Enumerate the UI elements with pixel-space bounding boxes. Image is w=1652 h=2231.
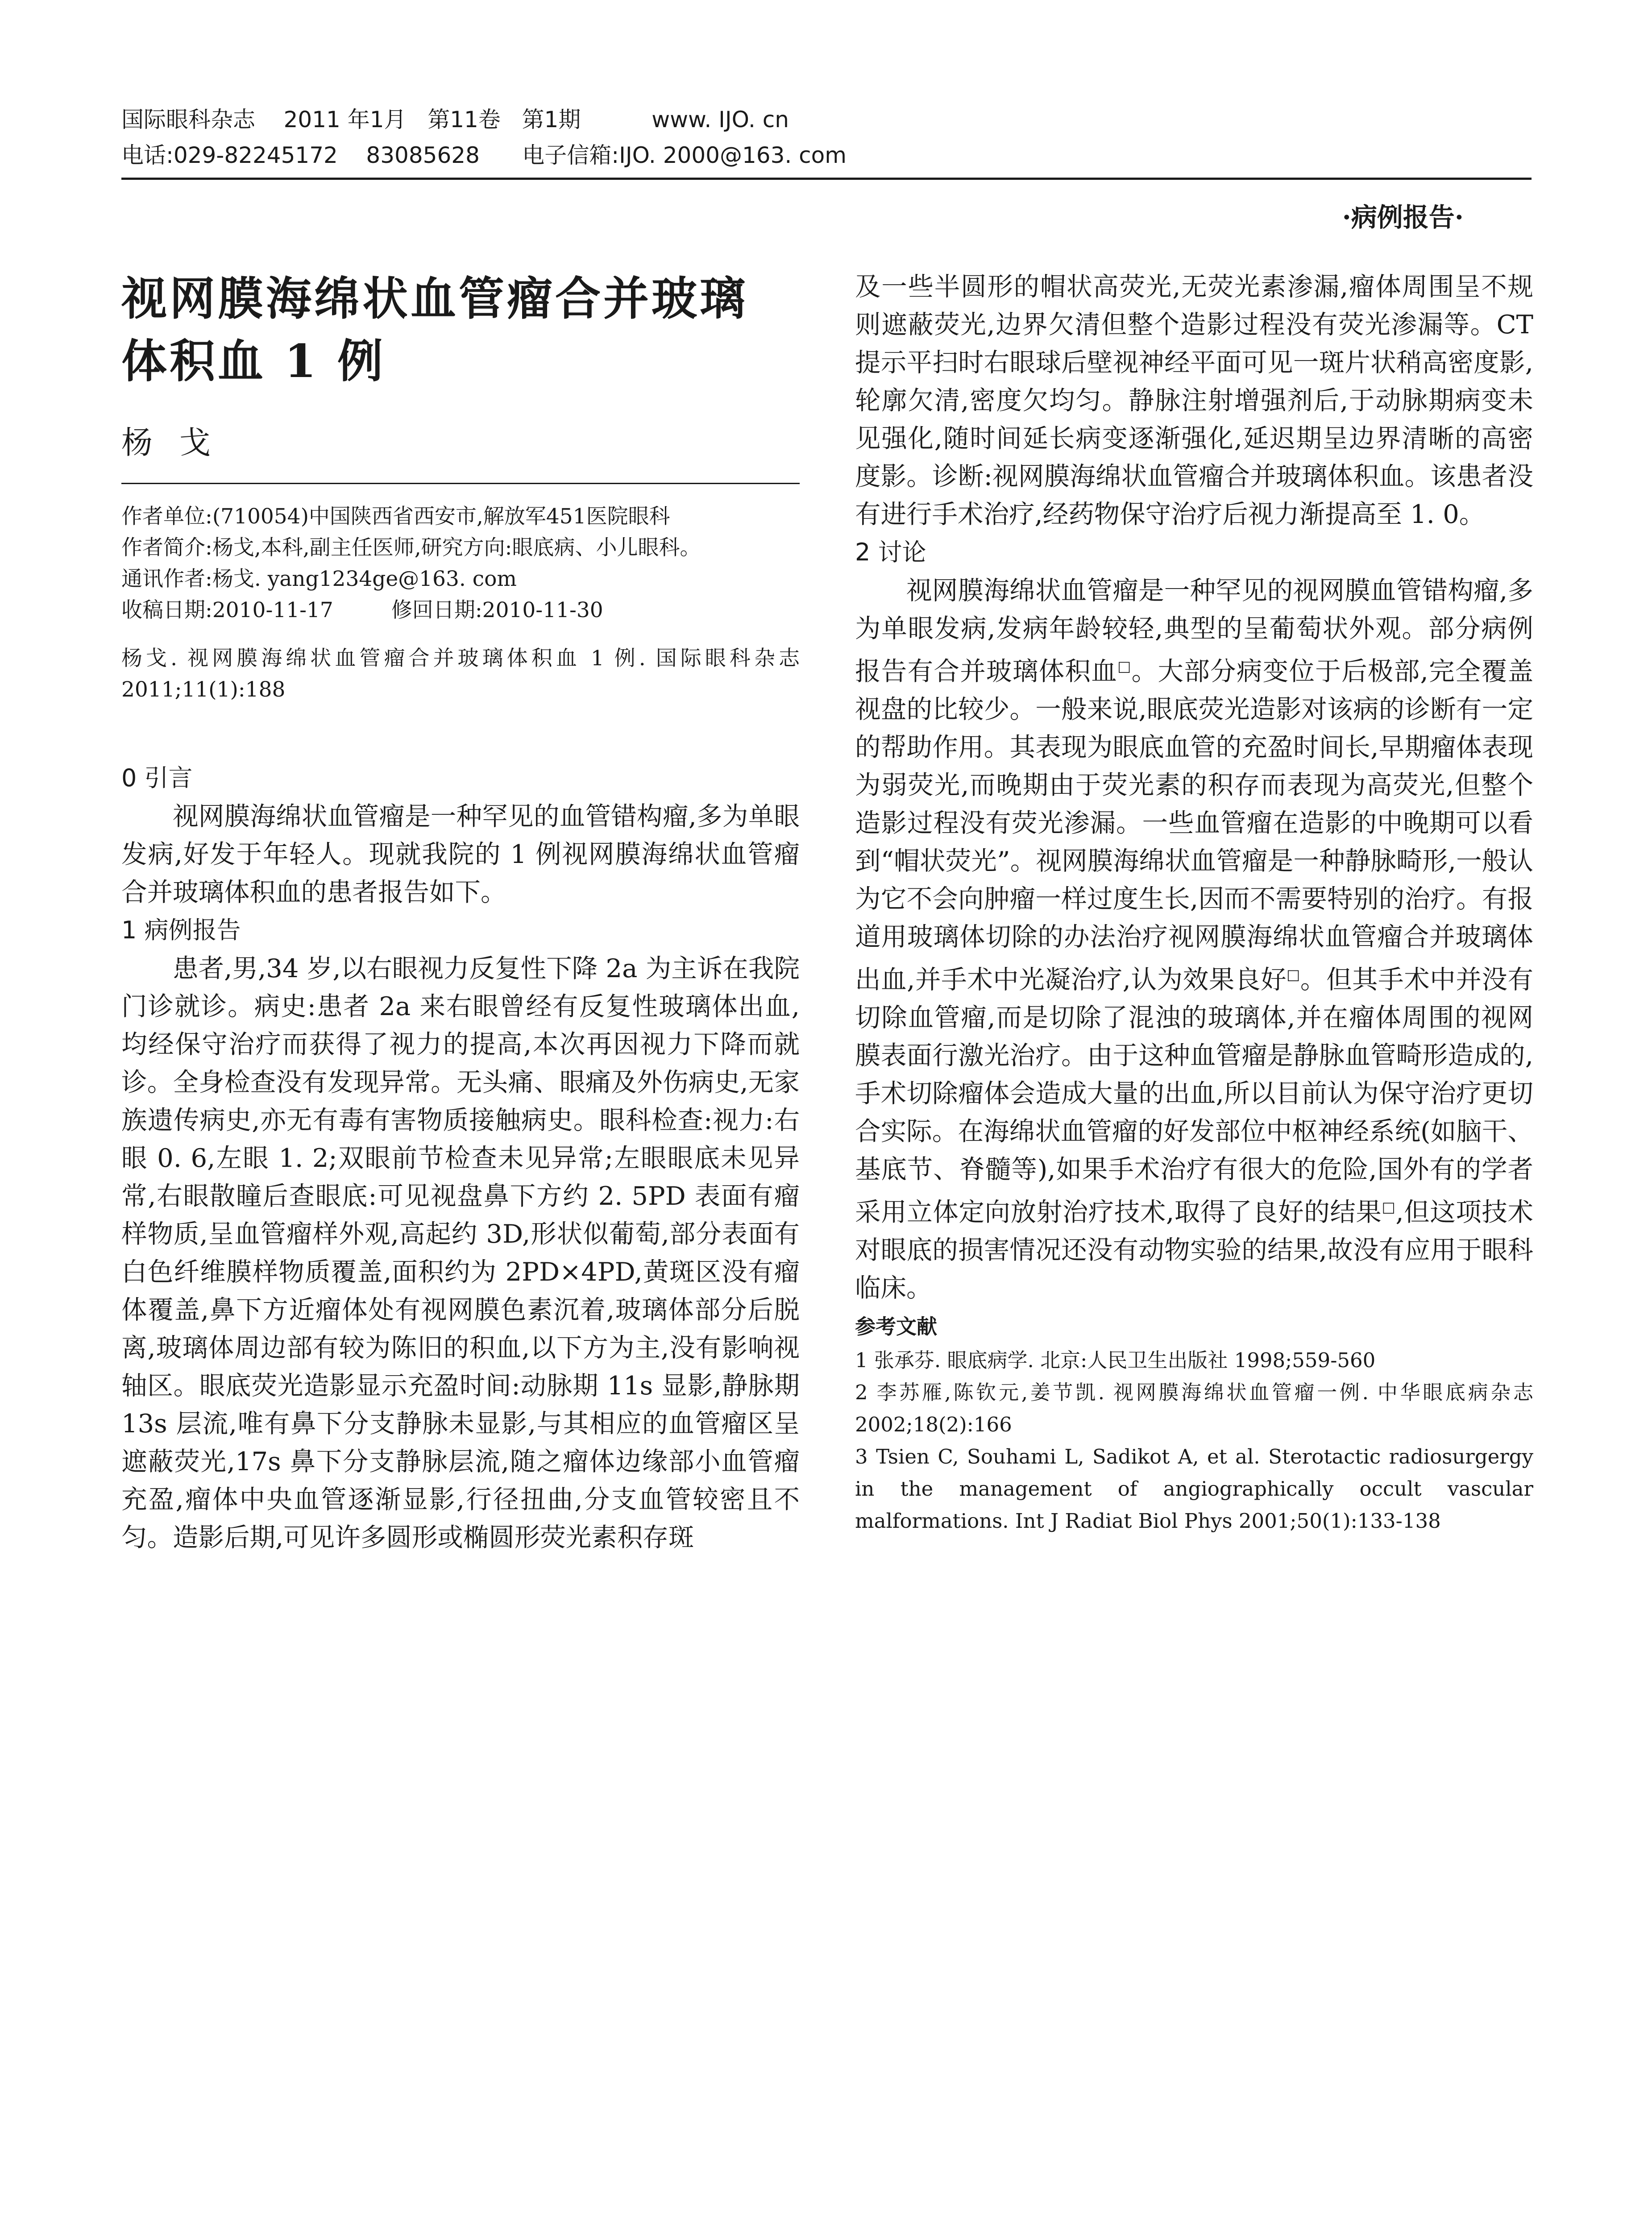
header-divider (121, 178, 1532, 180)
case-heading: 1 病例报告 (121, 916, 241, 944)
journal-header (121, 102, 1532, 173)
received-date: 收稿日期:2010-11-17 (121, 598, 333, 622)
citation: 杨戈. 视网膜海绵状血管瘤合并玻璃体积血 1 例. 国际眼科杂志 2011;11(1):188 (121, 646, 800, 702)
ref-marker-2: □ (1287, 966, 1300, 983)
affiliation: 作者单位:(710054)中国陕西省西安市,解放军451医院眼科 (121, 504, 670, 529)
case-text-continued: 及一些半圆形的帽状高荧光,无荧光素渗漏,瘤体周围呈不规则遮蔽荧光,边界欠清但整个造影过程没有荧光渗漏等。CT 提示平扫时右眼球后壁视神经平面可见一斑片状稍高密度影,轮廓欠清,密度欠均匀。静脉注射增强剂后,于动脉期病变未见强化,随时间延长病变逐渐强化,延迟期呈边界清晰的高密度影。诊断:视网膜海绵状血管瘤合并玻璃体积血。该患者没有进行手术治疗,经药物保守治疗后视力渐提高至 1. 0。 (855, 272, 1533, 529)
discussion-part-1: 视网膜海绵状血管瘤是一种罕见的视网膜血管错构瘤,多为单眼发病,发病年龄较轻,典型的呈葡萄状外观。部分病例报告有合并玻璃体积血 (855, 576, 1533, 687)
references-heading: 参考文献 (855, 1315, 937, 1339)
author-bio: 作者简介:杨戈,本科,副主任医师,研究方向:眼底病、小儿眼科。 (121, 535, 701, 560)
title-divider (121, 483, 800, 484)
reference-item: 1 张承芬. 眼底病学. 北京:人民卫生出版社 1998;559-560 (855, 1348, 1376, 1373)
correspondence: 通讯作者:杨戈. yang1234ge@163. com (121, 567, 517, 591)
reference-item: 2 李苏雁,陈钦元,姜节凯. 视网膜海绵状血管瘤一例. 中华眼底病杂志 2002;18(2):166 (855, 1381, 1533, 1437)
journal-header-line-1: 国际眼科杂志 2011 年1月 第11卷 第1期 www. IJO. cn (121, 107, 789, 133)
left-column (121, 268, 800, 1556)
title-line-1: 视网膜海绵状血管瘤合并玻璃 (121, 272, 748, 326)
discussion-heading: 2 讨论 (855, 538, 926, 566)
journal-header-line-2: 电话:029-82245172 83085628 电子信箱:IJO. 2000@163. com (121, 142, 847, 168)
reference-item: 3 Tsien C, Souhami L, Sadikot A, et al. Sterotactic radiosurgergy in the management of angiographically occult vascular malformations. Int J Radiat Biol Phys 2001;50(1):133-138 (855, 1445, 1533, 1533)
title-line-2: 体积血 1 例 (121, 335, 386, 388)
case-text: 患者,男,34 岁,以右眼视力反复性下降 2a 为主诉在我院门诊就诊。病史:患者 2a 来右眼曾经有反复性玻璃体出血,均经保守治疗而获得了视力的提高,本次再因视力下降而就诊。全身检查没有发现异常。无头痛、眼痛及外伤病史,无家族遗传病史,亦无有毒有害物质接触病史。眼科检查:视力:右眼 0. 6,左眼 1. 2;双眼前节检查未见异常;左眼眼底未见异常,右眼散瞳后查眼底:可见视盘鼻下方约 2. 5PD 表面有瘤样物质,呈血管瘤样外观,高起约 3D,形状似葡萄,部分表面有白色纤维膜样物质覆盖,面积约为 2PD×4PD,黄斑区没有瘤体覆盖,鼻下方近瘤体处有视网膜色素沉着,玻璃体部分后脱离,玻璃体周边部有较为陈旧的积血,以下方为主,没有影响视轴区。眼底荧光造影显示充盈时间:动脉期 11s 显影,静脉期 13s 层流,唯有鼻下分支静脉未显影,与其相应的血管瘤区呈遮蔽荧光,17s 鼻下分支静脉层流,随之瘤体边缘部小血管瘤充盈,瘤体中央血管逐渐显影,行径扭曲,分支血管较密且不匀。造影后期,可见许多圆形或椭圆形荧光素积存斑 (121, 954, 800, 1552)
discussion-text (855, 572, 1533, 1307)
intro-heading: 0 引言 (121, 764, 193, 792)
references-list (855, 1344, 1533, 1537)
author-name: 杨戈 (121, 424, 237, 461)
article-title (121, 268, 800, 393)
right-column (855, 268, 1533, 1537)
ref-marker-1: □ (1117, 658, 1132, 675)
discussion-part-3: 。但其手术中并没有切除血管瘤,而是切除了混浊的玻璃体,并在瘤体周围的视网膜表面行激光治疗。由于这种血管瘤是静脉血管畸形造成的,手术切除瘤体会造成大量的出血,所以目前认为保守治疗更切合实际。在海绵状血管瘤的好发部位中枢神经系统(如脑干、基底节、脊髓等),如果手术治疗有很大的危险,国外有的学者采用立体定向放射治疗技术,取得了良好的结果 (855, 965, 1534, 1227)
section-tag: ·病例报告· (1342, 202, 1464, 232)
discussion-part-2: 。大部分病变位于后极部,完全覆盖视盘的比较少。一般来说,眼底荧光造影对该病的诊断有一定的帮助作用。其表现为眼底血管的充盈时间长,早期瘤体表现为弱荧光,而晚期由于荧光素的积存而表现为高荧光,但整个造影过程没有荧光渗漏。一些血管瘤在造影的中晚期可以看到“帽状荧光”。视网膜海绵状血管瘤是一种静脉畸形,一般认为它不会向肿瘤一样过度生长,因而不需要特别的治疗。有报道用玻璃体切除的办法治疗视网膜海绵状血管瘤合并玻璃体出血,并手术中光凝治疗,认为效果良好 (855, 656, 1534, 995)
ref-marker-3: □ (1382, 1198, 1396, 1216)
article-dates (121, 595, 800, 626)
revised-date: 修回日期:2010-11-30 (391, 598, 603, 622)
discussion-part-4: ,但这项技术对眼底的损害情况还没有动物实验的结果,故没有应用于眼科临床。 (855, 1197, 1534, 1303)
author-info (121, 501, 800, 626)
intro-text: 视网膜海绵状血管瘤是一种罕见的血管错构瘤,多为单眼发病,好发于年轻人。现就我院的 1 例视网膜海绵状血管瘤合并玻璃体积血的患者报告如下。 (121, 801, 800, 907)
